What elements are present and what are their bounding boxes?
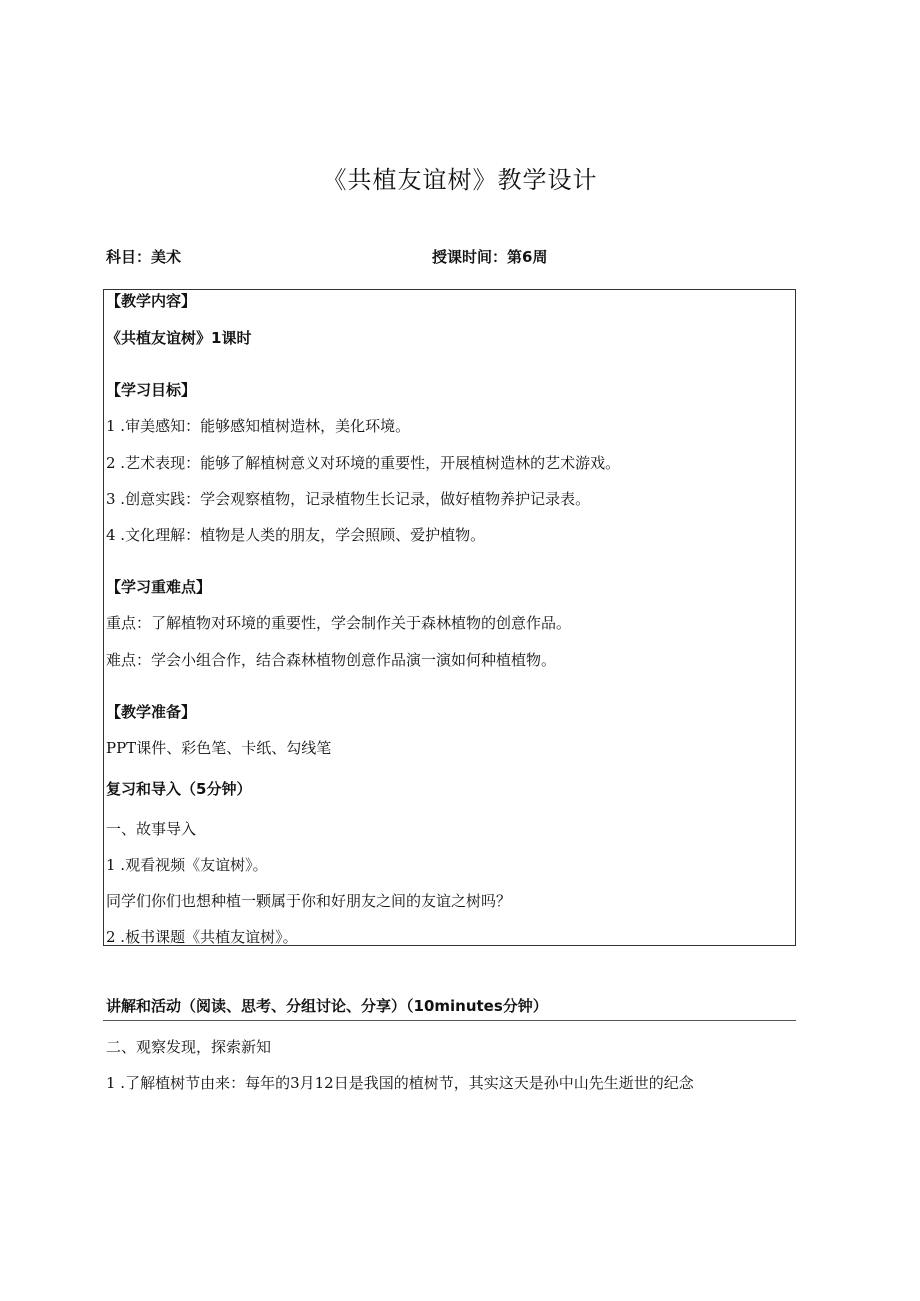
lesson-info: 《共植友谊树》1课时 [106,329,252,347]
teaching-content-header: 【教学内容】 [106,292,197,310]
difficulty-point: 难点：学会小组合作，结合森林植物创意作品演一演如何种植植物。 [106,651,557,669]
arbor-day-item: 1 .了解植树节由来：每年的3月12日是我国的植树节，其实这天是孙中山先生逝世的纪念 [106,1074,694,1092]
key-points-header: 【学习重难点】 [106,578,212,596]
goal-item: 4 .文化理解：植物是人类的朋友，学会照顾、爱护植物。 [106,526,486,544]
document-title: 《共植友谊树》教学设计 [322,166,598,194]
intro-question: 同学们你们也想种植一颗属于你和好朋友之间的友谊之树吗？ [106,892,512,910]
preparation-header: 【教学准备】 [106,703,197,721]
activity-section-header: 讲解和活动（阅读、思考、分组讨论、分享）（10minutes分钟） [106,997,548,1015]
preparation-materials: PPT课件、彩色笔、卡纸、勾线笔 [106,739,332,757]
observe-subheader: 二、观察发现，探索新知 [106,1038,272,1056]
section-divider [103,1020,796,1021]
class-time-label: 授课时间：第6周 [432,248,548,266]
goal-item: 2 .艺术表现：能够了解植树意义对环境的重要性，开展植树造林的艺术游戏。 [106,454,621,472]
story-intro: 一、故事导入 [106,820,197,838]
review-intro-header: 复习和导入（5分钟） [106,780,252,798]
intro-step: 1 .观看视频《友谊树》。 [106,856,268,874]
goal-item: 1 .审美感知：能够感知植树造林，美化环境。 [106,417,411,435]
intro-step: 2 .板书课题《共植友谊树》。 [106,928,298,946]
subject-label: 科目：美术 [106,248,182,266]
key-point: 重点：了解植物对环境的重要性，学会制作关于森林植物的创意作品。 [106,614,572,632]
goals-header: 【学习目标】 [106,381,197,399]
goal-item: 3 .创意实践：学会观察植物，记录植物生长记录，做好植物养护记录表。 [106,490,591,508]
